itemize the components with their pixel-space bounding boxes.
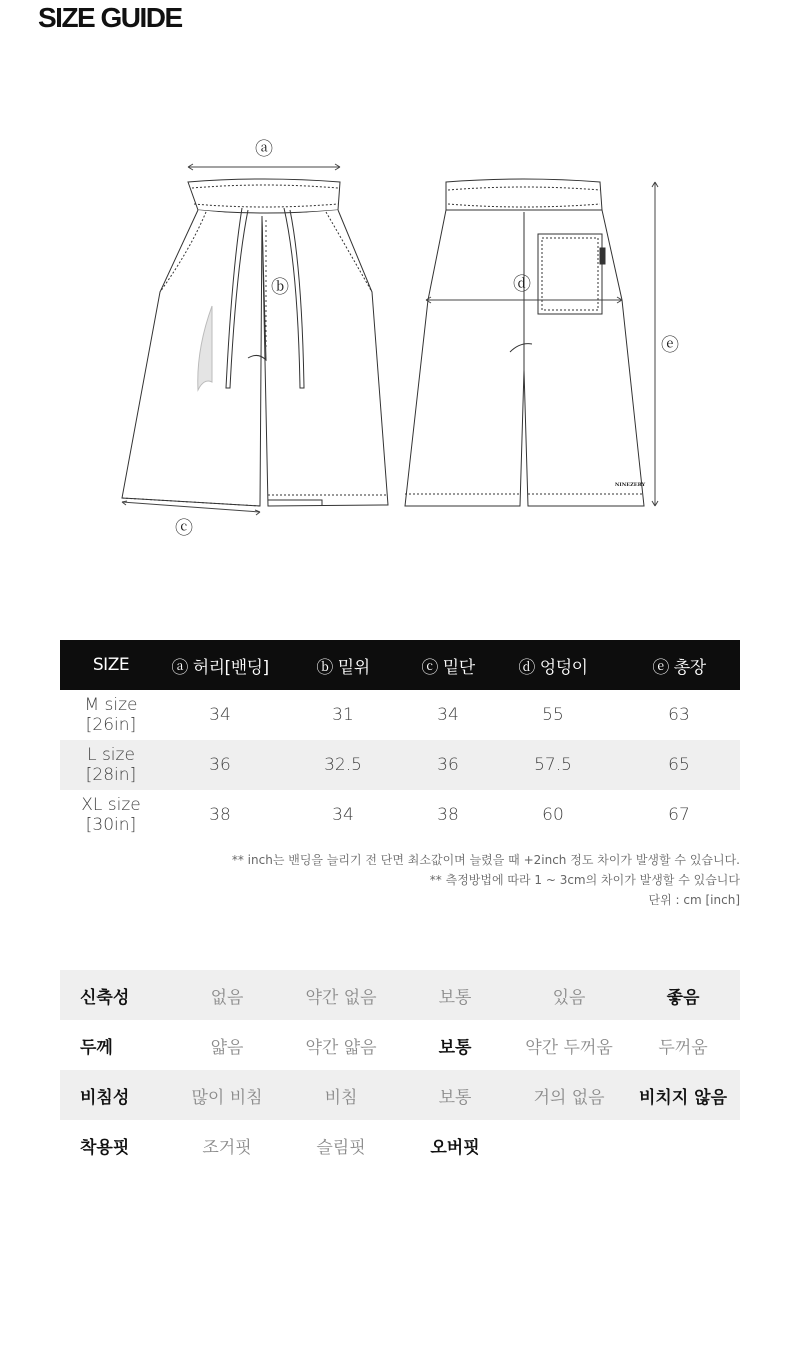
shorts-diagram [0,120,800,560]
size-label: L size [28in] [60,740,162,790]
note-unit: 단위 : cm [inch] [648,893,740,907]
spec-option: 약간 없음 [284,970,398,1020]
header-size: SIZE [60,640,162,690]
header-hem: ⓒ 밑단 [408,640,488,690]
spec-row [60,1020,740,1070]
spec-option-selected: 오버핏 [430,1137,480,1158]
marker-b: ⓑ [271,277,289,298]
spec-option-selected: 비치지 않음 [626,1070,740,1120]
spec-label: 비침성 [60,1070,170,1120]
table-row [60,690,740,740]
table-row [60,790,740,840]
size-table [60,640,740,840]
spec-option: 두꺼움 [658,1037,708,1058]
measurement-notes [232,850,740,910]
size-label: M size [26in] [84,695,138,735]
cell-waist: 38 [209,805,231,825]
cell-rise: 34 [332,805,354,825]
cell-length: 65 [618,740,740,790]
marker-c: ⓒ [175,518,193,539]
header-waist: ⓐ 허리[밴딩] [162,640,278,690]
spec-option: 보통 [398,1070,512,1120]
spec-label: 두께 [80,1037,113,1058]
spec-row [60,970,740,1020]
size-label: XL size [30in] [81,795,141,835]
spec-option: 약간 두꺼움 [525,1037,613,1058]
spec-row [60,1120,740,1170]
cell-length: 63 [668,705,690,725]
spec-row [60,1070,740,1120]
spec-option-selected: 좋음 [626,970,740,1020]
spec-option: 얇음 [210,1037,244,1058]
cell-length: 67 [668,805,690,825]
back-view [405,179,644,506]
cell-hip: 60 [542,805,564,825]
spec-option: 비침 [284,1070,398,1120]
marker-e: ⓔ [661,335,679,356]
header-hip: ⓓ 엉덩이 [488,640,618,690]
spec-option-selected: 보통 [438,1037,472,1058]
marker-d: ⓓ [513,274,531,295]
brand-tag: NINEZERY [614,482,646,488]
spec-option: 슬림핏 [316,1137,366,1158]
spec-option: 보통 [398,970,512,1020]
table-row [60,740,740,790]
size-table-header [60,640,740,690]
spec-option: 없음 [170,970,284,1020]
fabric-spec-table [60,970,740,1170]
spec-label: 신축성 [60,970,170,1020]
cell-hem: 36 [408,740,488,790]
cell-rise: 32.5 [278,740,408,790]
cell-hip: 55 [542,705,564,725]
cell-hem: 38 [437,805,459,825]
spec-option [512,1120,626,1170]
cell-hem: 34 [437,705,459,725]
cell-waist: 34 [209,705,231,725]
spec-option: 조거핏 [202,1137,252,1158]
spec-option: 약간 얇음 [305,1037,377,1058]
spec-label: 착용핏 [80,1137,130,1158]
spec-option: 있음 [512,970,626,1020]
page-title: SIZE GUIDE [38,2,182,33]
header-length: ⓔ 총장 [618,640,740,690]
note-inch: ** inch는 밴딩을 늘리기 전 단면 최소값이며 늘렸을 때 +2inch 정도 차이가 발생할 수 있습니다. [231,853,740,867]
cell-hip: 57.5 [488,740,618,790]
header-rise: ⓑ 밑위 [278,640,408,690]
spec-option: 많이 비침 [170,1070,284,1120]
cell-rise: 31 [332,705,354,725]
cell-waist: 36 [162,740,278,790]
spec-option [626,1120,740,1170]
note-tolerance: ** 측정방법에 따라 1 ~ 3cm의 차이가 발생할 수 있습니다 [429,873,740,887]
spec-option: 거의 없음 [512,1070,626,1120]
marker-a: ⓐ [255,139,273,160]
front-view [122,179,388,506]
